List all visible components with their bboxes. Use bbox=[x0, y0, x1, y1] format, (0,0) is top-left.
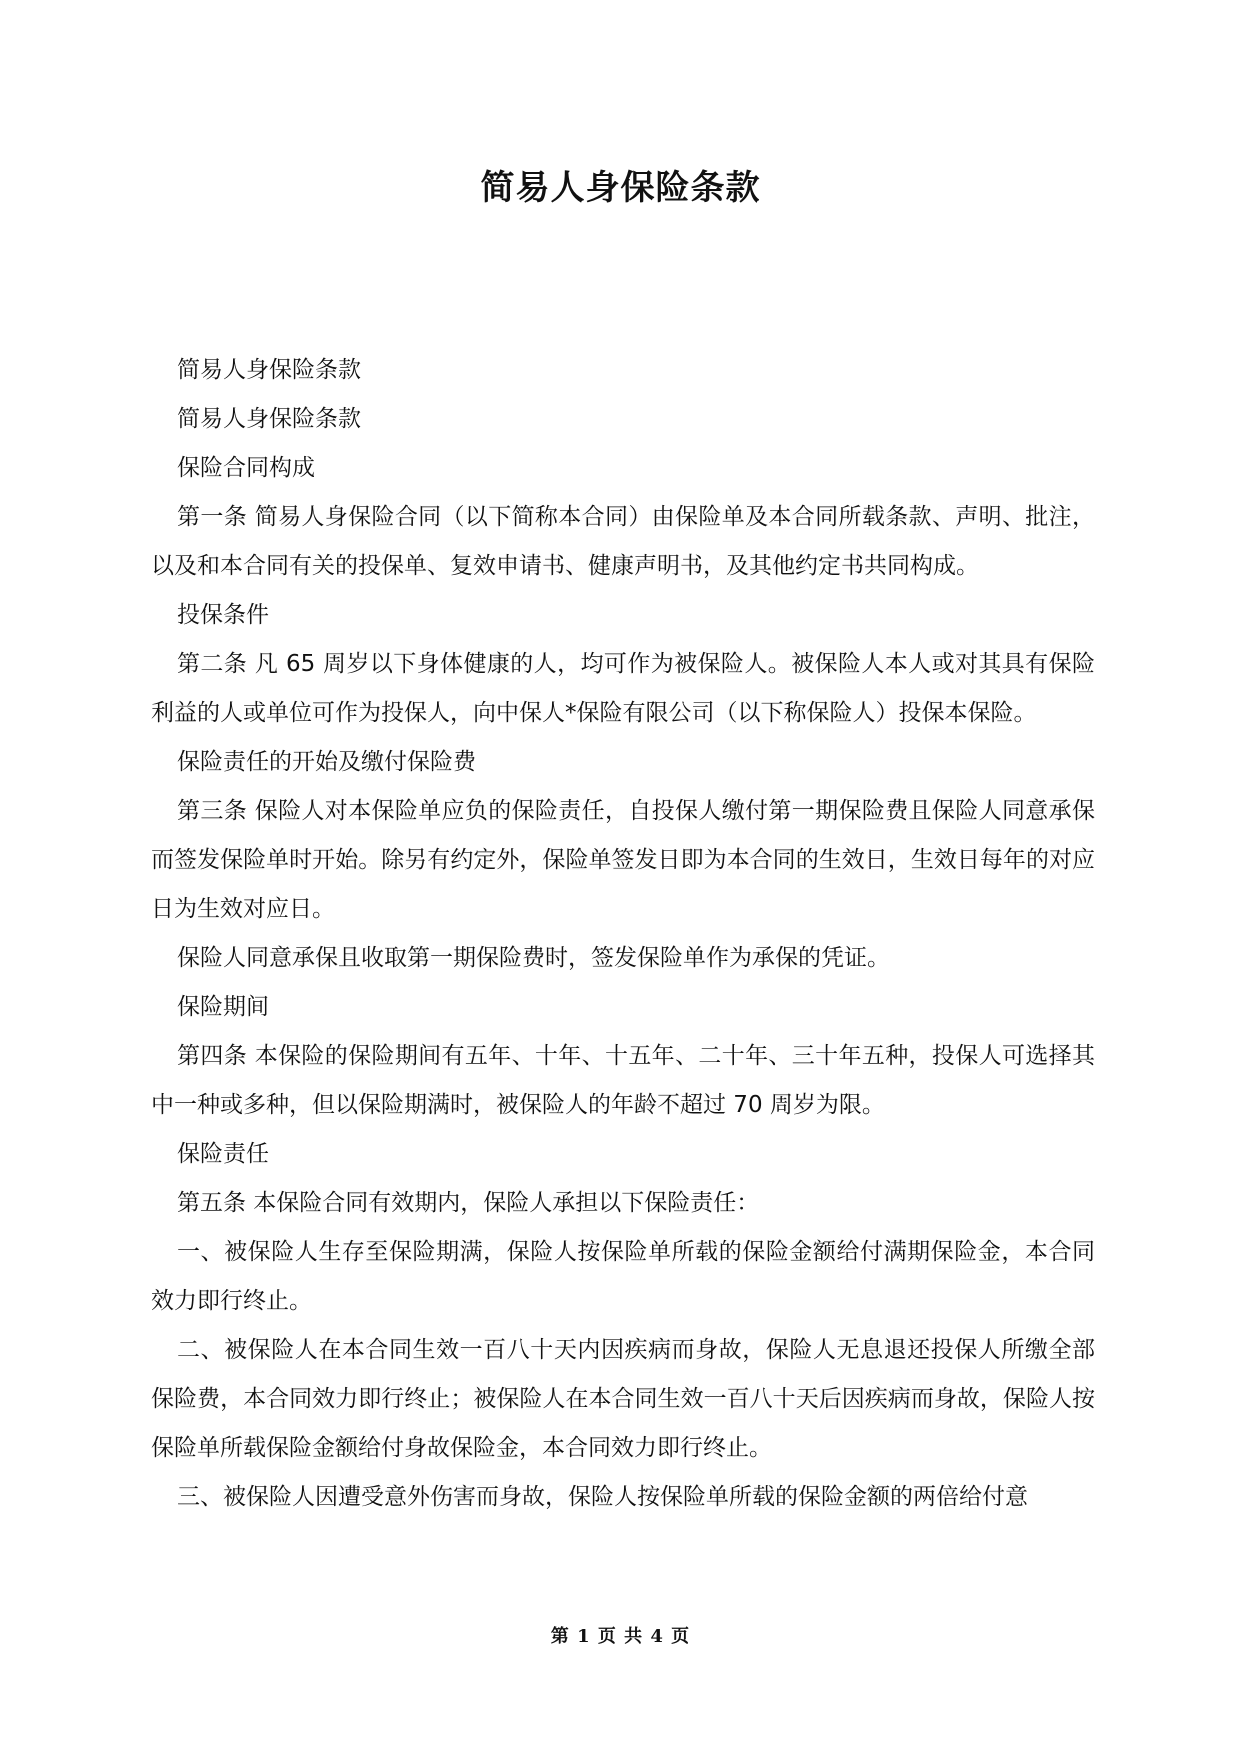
document-body bbox=[151, 346, 1095, 1522]
paragraph: 二、被保险人在本合同生效一百八十天内因疾病而身故，保险人无息退还投保人所缴全部保险费，本合同效力即行终止；被保险人在本合同生效一百八十天后因疾病而身故，保险人按保险单所载保险金额给付身故保险金，本合同效力即行终止。 bbox=[151, 1337, 1095, 1461]
page-number-footer: 第 1 页 共 4 页 bbox=[550, 1626, 691, 1647]
paragraph: 一、被保险人生存至保险期满，保险人按保险单所载的保险金额给付满期保险金，本合同效力即行终止。 bbox=[151, 1239, 1095, 1314]
paragraph: 保险人同意承保且收取第一期保险费时，签发保险单作为承保的凭证。 bbox=[177, 945, 890, 971]
section-heading: 保险合同构成 bbox=[177, 455, 315, 481]
section-heading: 保险期间 bbox=[177, 994, 269, 1020]
paragraph: 第二条 凡 65 周岁以下身体健康的人，均可作为被保险人。被保险人本人或对其具有保险利益的人或单位可作为投保人，向中保人*保险有限公司（以下称保险人）投保本保险。 bbox=[151, 651, 1095, 726]
paragraph: 简易人身保险条款 bbox=[177, 357, 361, 383]
section-heading: 投保条件 bbox=[177, 602, 269, 628]
paragraph: 第五条 本保险合同有效期内，保险人承担以下保险责任： bbox=[177, 1190, 760, 1216]
paragraph: 第三条 保险人对本保险单应负的保险责任，自投保人缴付第一期保险费且保险人同意承保而签发保险单时开始。除另有约定外，保险单签发日即为本合同的生效日，生效日每年的对应日为生效对应日。 bbox=[151, 798, 1095, 922]
section-heading: 保险责任的开始及缴付保险费 bbox=[177, 749, 476, 775]
paragraph: 三、被保险人因遭受意外伤害而身故，保险人按保险单所载的保险金额的两倍给付意 bbox=[177, 1484, 1028, 1510]
paragraph: 第四条 本保险的保险期间有五年、十年、十五年、二十年、三十年五种，投保人可选择其中一种或多种，但以保险期满时，被保险人的年龄不超过 70 周岁为限。 bbox=[151, 1043, 1095, 1118]
paragraph: 简易人身保险条款 bbox=[177, 406, 361, 432]
paragraph: 第一条 简易人身保险合同（以下简称本合同）由保险单及本合同所载条款、声明、批注，以及和本合同有关的投保单、复效申请书、健康声明书，及其他约定书共同构成。 bbox=[151, 504, 1095, 579]
section-heading: 保险责任 bbox=[177, 1141, 269, 1167]
document-title: 简易人身保险条款 bbox=[480, 168, 761, 208]
